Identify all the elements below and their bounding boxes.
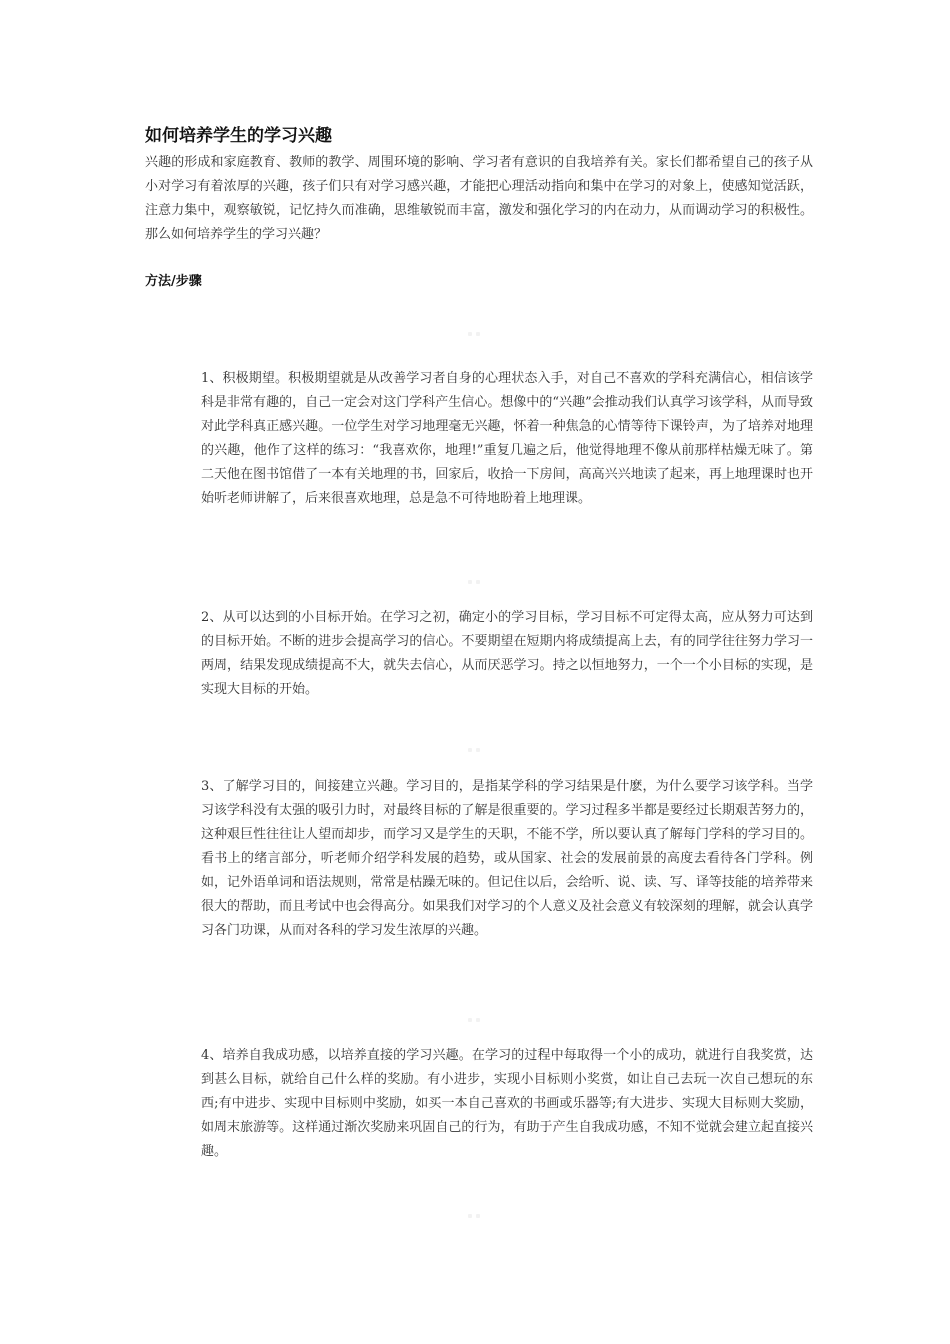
step-image-placeholder: [466, 1206, 484, 1216]
step-3-text: 3、了解学习目的，间接建立兴趣。学习目的，是指某学科的学习结果是什麽，为什么要学习该学科。当学习该学科没有太强的吸引力时，对最终目标的了解是很重要的。学习过程多半都是要经过长期艰苦努力的，这种艰巨性往往让人望而却步，而学习又是学生的天职，不能不学，所以要认真了解每门学科的学习目的。看书上的绪言部分，听老师介绍学科发展的趋势，或从国家、社会的发展前景的高度去看待各门学科。例如，记外语单词和语法规则，常常是枯躁无味的。但记住以后，会给听、说、读、写、译等技能的培养带来很大的帮助，而且考试中也会得高分。如果我们对学习的个人意义及社会意义有较深刻的理解，就会认真学习各门功课，从而对各科的学习发生浓厚的兴趣。: [201, 779, 813, 938]
step-2-text: 2、从可以达到的小目标开始。在学习之初，确定小的学习目标，学习目标不可定得太高，应从努力可达到的目标开始。不断的进步会提高学习的信心。不要期望在短期内将成绩提高上去，有的同学往往努力学习一两周，结果发现成绩提高不大，就失去信心，从而厌恶学习。持之以恒地努力，一个一个小目标的实现，是实现大目标的开始。: [201, 610, 813, 697]
step-image-placeholder: [466, 740, 484, 750]
article-title: 如何培养学生的学习兴趣: [145, 126, 332, 146]
step-image-placeholder: [466, 1010, 484, 1020]
article-intro: 兴趣的形成和家庭教育、教师的教学、周围环境的影响、学习者有意识的自我培养有关。家长们都希望自己的孩子从小对学习有着浓厚的兴趣，孩子们只有对学习感兴趣，才能把心理活动指向和集中在学习的对象上，使感知觉活跃，注意力集中，观察敏锐，记忆持久而准确，思维敏锐而丰富，激发和强化学习的内在动力，从而调动学习的积极性。那么如何培养学生的学习兴趣？: [145, 155, 813, 242]
step-4-text: 4、培养自我成功感，以培养直接的学习兴趣。在学习的过程中每取得一个小的成功，就进行自我奖赏，达到甚么目标，就给自己什么样的奖励。有小进步，实现小目标则小奖赏，如让自己去玩一次自己想玩的东西;有中进步、实现中目标则中奖励，如买一本自己喜欢的书画或乐器等;有大进步、实现大目标则大奖励，如周末旅游等。这样通过渐次奖励来巩固自己的行为，有助于产生自我成功感，不知不觉就会建立起直接兴趣。: [201, 1048, 813, 1159]
step-image-placeholder: [466, 324, 484, 334]
step-image-placeholder: [466, 572, 484, 582]
step-1-text: 1、积极期望。积极期望就是从改善学习者自身的心理状态入手，对自己不喜欢的学科充满信心，相信该学科是非常有趣的，自己一定会对这门学科产生信心。想像中的“兴趣”会推动我们认真学习该学科，从而导致对此学科真正感兴趣。一位学生对学习地理毫无兴趣，怀着一种焦急的心情等待下课铃声，为了培养对地理的兴趣，他作了这样的练习：“我喜欢你，地理!”重复几遍之后，他觉得地理不像从前那样枯燥无味了。第二天他在图书馆借了一本有关地理的书，回家后，收拾一下房间，高高兴兴地读了起来，再上地理课时也开始听老师讲解了，后来很喜欢地理，总是急不可待地盼着上地理课。: [201, 371, 813, 506]
section-heading: 方法/步骤: [145, 274, 202, 289]
